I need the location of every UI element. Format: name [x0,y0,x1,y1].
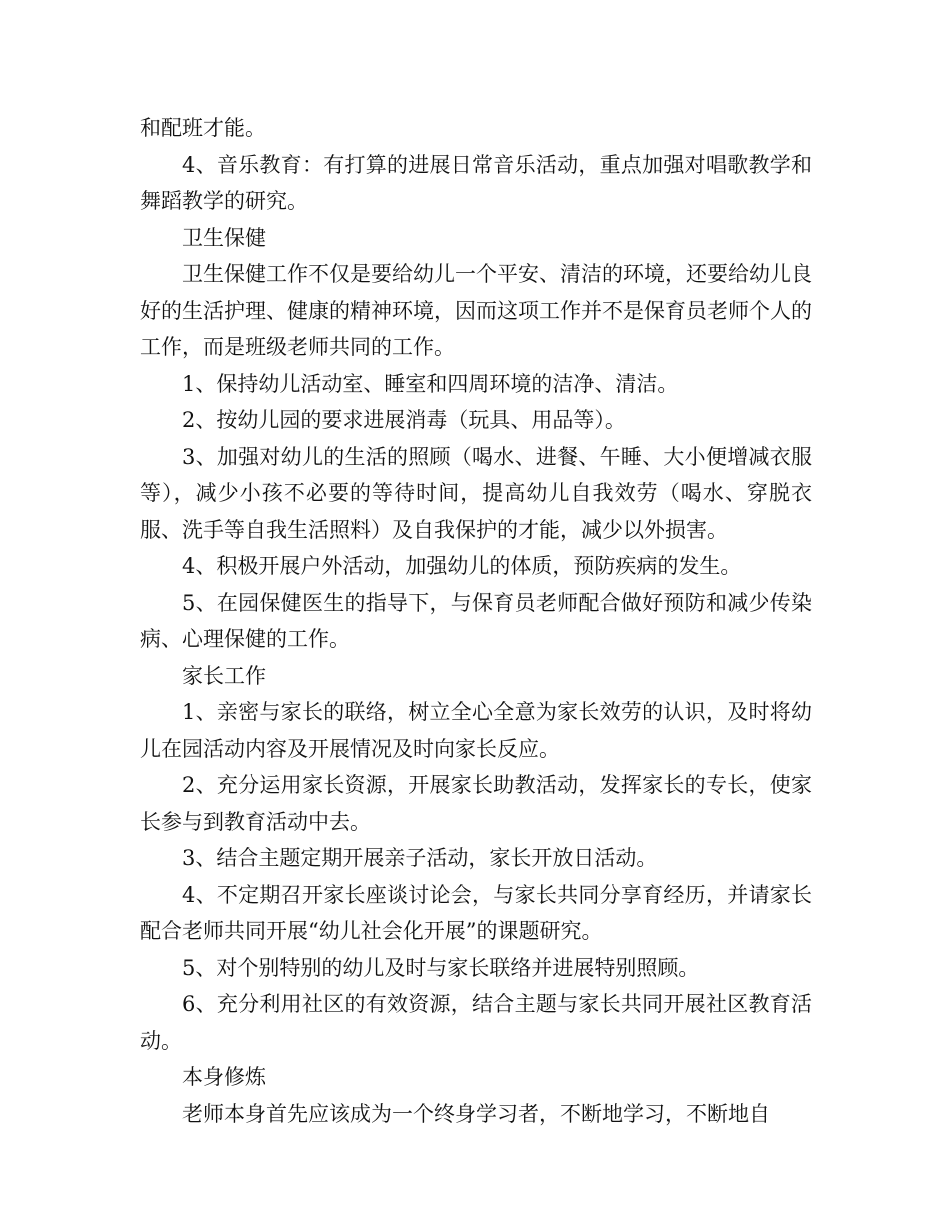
section-heading-parent-work: 家长工作 [182,663,266,688]
paragraph-parent-item-2: 2、充分运用家长资源，开展家长助教活动，发挥家长的专长，使家长参与到教育活动中去。 [140,773,812,834]
paragraph-health-item-5: 5、在园保健医生的指导下，与保育员老师配合做好预防和减少传染病、心理保健的工作。 [140,590,812,651]
paragraph-parent-item-4: 4、不定期召开家长座谈讨论会，与家长共同分享育经历，并请家长配合老师共同开展“幼儿社会化开展”的课题研究。 [140,882,812,943]
paragraph-ability-continuation: 和配班才能。 [140,116,266,140]
paragraph-health-care-intro: 卫生保健工作不仅是要给幼儿一个平安、清洁的环境，还要给幼儿良好的生活护理、健康的精神环境，因而这项工作并不是保育员老师个人的工作，而是班级老师共同的工作。 [140,262,812,359]
paragraph-music-education: 4、音乐教育：有打算的进展日常音乐活动，重点加强对唱歌教学和舞蹈教学的研究。 [140,152,812,213]
paragraph-health-item-2: 2、按幼儿园的要求进展消毒（玩具、用品等）。 [182,408,626,432]
document-page [140,110,812,1132]
paragraph-parent-item-6: 6、充分利用社区的有效资源，结合主题与家长共同开展社区教育活动。 [140,992,812,1053]
paragraph-parent-item-1: 1、亲密与家长的联络，树立全心全意为家长效劳的认识，及时将幼儿在园活动内容及开展情况及时向家长反应。 [140,700,812,761]
paragraph-self-cultivation-intro: 老师本身首先应该成为一个终身学习者，不断地学习，不断地自 [182,1101,770,1126]
paragraph-parent-item-3: 3、结合主题定期开展亲子活动，家长开放日活动。 [182,846,658,870]
paragraph-health-item-1: 1、保持幼儿活动室、睡室和四周环境的洁净、清洁。 [182,371,679,396]
section-heading-health-care: 卫生保健 [182,225,266,250]
paragraph-health-item-4: 4、积极开展户外活动，加强幼儿的体质，预防疾病的发生。 [182,554,742,578]
paragraph-parent-item-5: 5、对个别特别的幼儿及时与家长联络并进展特别照顾。 [182,955,700,980]
paragraph-health-item-3: 3、加强对幼儿的生活的照顾（喝水、进餐、午睡、大小便增减衣服等），减少小孩不必要的等待时间，提高幼儿自我效劳（喝水、穿脱衣服、洗手等自我生活照料）及自我保护的才能，减少以外损害。 [140,444,812,542]
section-heading-self-cultivation: 本身修炼 [182,1065,266,1089]
